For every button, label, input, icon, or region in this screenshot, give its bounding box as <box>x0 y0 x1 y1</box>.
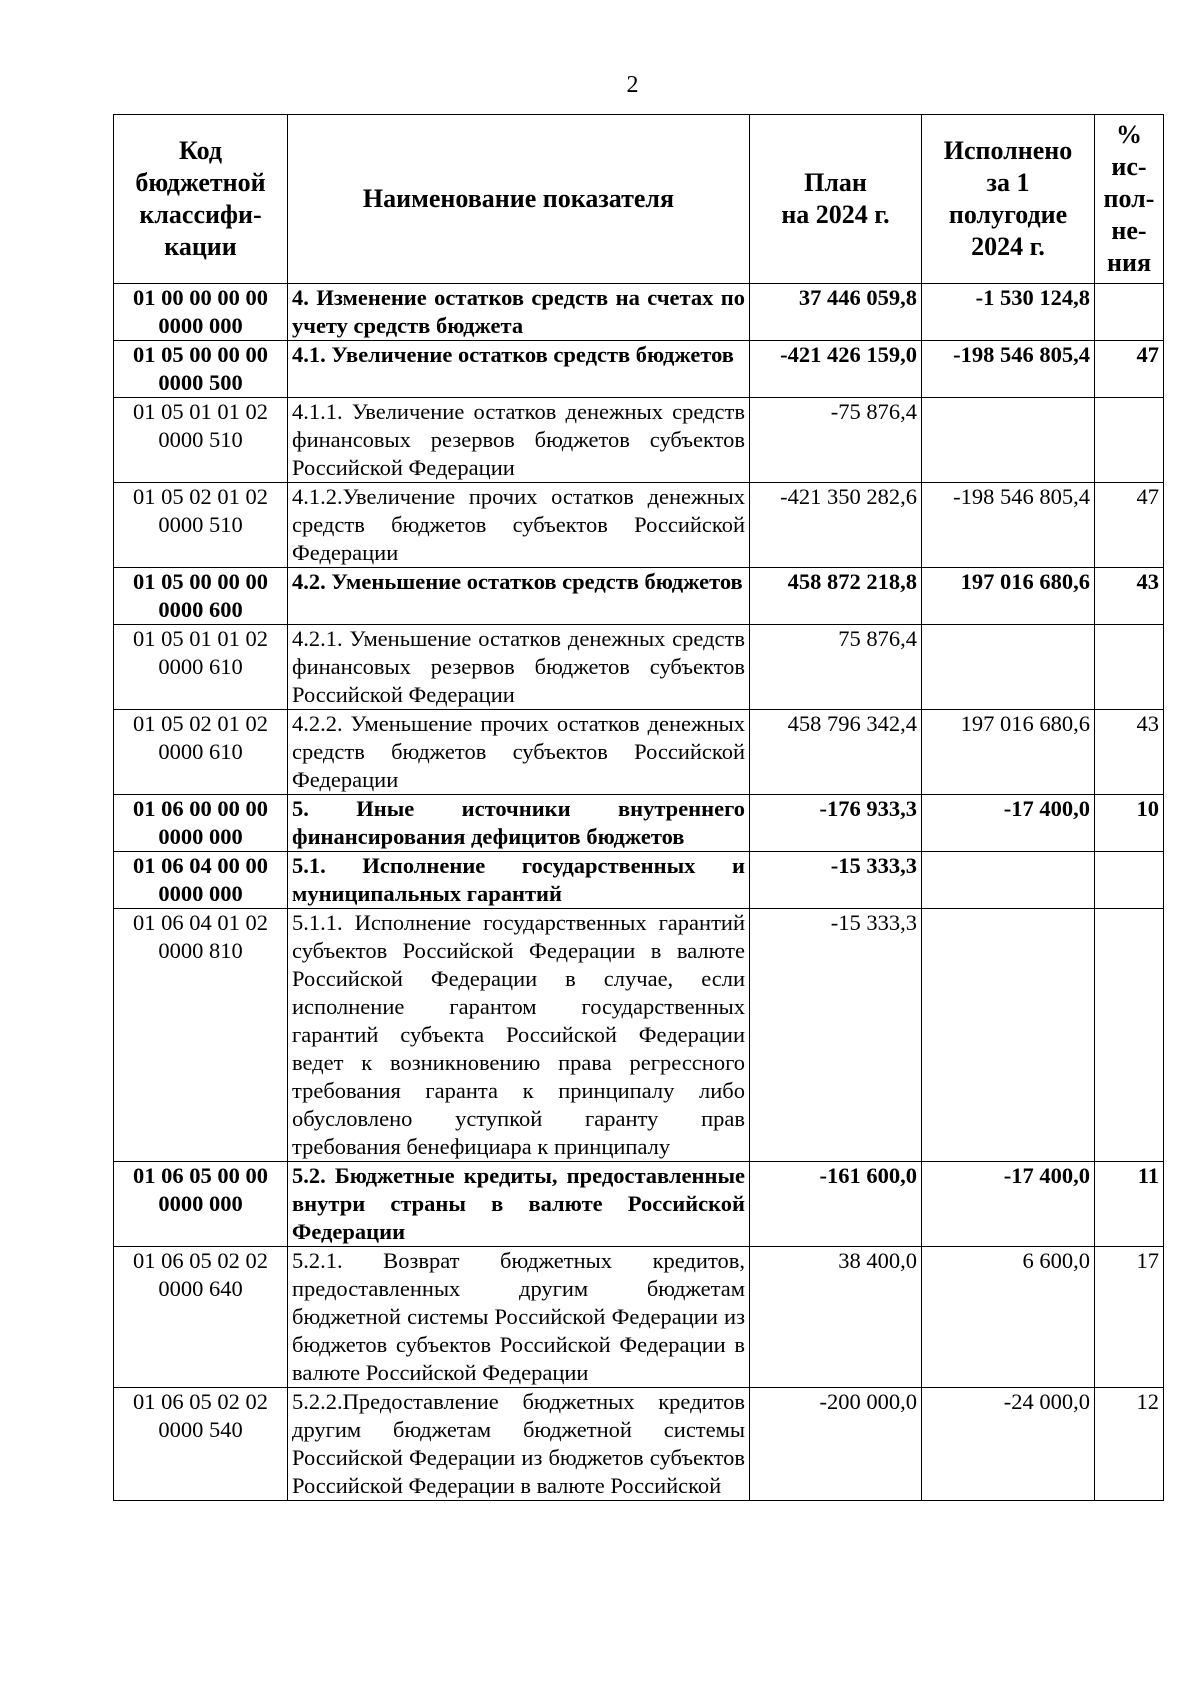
row-plan-cell: 458 872 218,8 <box>750 568 922 625</box>
budget-sources-table <box>113 114 1164 1501</box>
row-code-part: 0000 510 <box>158 512 243 537</box>
row-code-cell <box>114 852 288 909</box>
row-percent-cell <box>1095 284 1164 341</box>
row-code-part: 01 05 01 01 02 <box>133 626 268 651</box>
row-plan-cell: -421 350 282,6 <box>750 483 922 568</box>
row-name-cell: 4.1. Увеличение остатков средств бюджетов <box>288 341 750 398</box>
row-code-part: 01 06 05 02 02 <box>133 1389 268 1414</box>
row-executed-cell: -198 546 805,4 <box>922 341 1095 398</box>
table-row <box>114 1162 1164 1247</box>
row-percent-cell: 17 <box>1095 1247 1164 1388</box>
row-name-cell: 4. Изменение остатков средств на счетах по учету средств бюджета <box>288 284 750 341</box>
row-plan-cell: -421 426 159,0 <box>750 341 922 398</box>
table-row <box>114 795 1164 852</box>
row-executed-cell: 197 016 680,6 <box>922 710 1095 795</box>
header-executed: Исполнено за 1 полугодие 2024 г. <box>922 115 1095 284</box>
row-code-part: 01 05 00 00 00 <box>133 342 268 367</box>
row-code-cell <box>114 483 288 568</box>
row-name-cell: 5.1. Исполнение государственных и муниципальных гарантий <box>288 852 750 909</box>
row-code-part: 0000 540 <box>158 1417 243 1442</box>
row-code-part: 0000 610 <box>158 654 243 679</box>
row-code-cell <box>114 398 288 483</box>
row-executed-cell: -1 530 124,8 <box>922 284 1095 341</box>
row-percent-cell <box>1095 909 1164 1162</box>
row-percent-cell: 47 <box>1095 483 1164 568</box>
row-executed-cell <box>922 625 1095 710</box>
row-percent-cell: 47 <box>1095 341 1164 398</box>
row-code-cell <box>114 284 288 341</box>
row-code-part: 0000 000 <box>158 881 243 906</box>
row-code-cell <box>114 795 288 852</box>
row-name-cell: 5. Иные источники внутреннего финансирования дефицитов бюджетов <box>288 795 750 852</box>
row-percent-cell <box>1095 625 1164 710</box>
row-code-part: 01 05 02 01 02 <box>133 484 268 509</box>
table-row <box>114 1247 1164 1388</box>
row-code-cell <box>114 1162 288 1247</box>
table-row <box>114 341 1164 398</box>
table-row <box>114 568 1164 625</box>
row-code-cell <box>114 1388 288 1501</box>
row-code-cell <box>114 341 288 398</box>
row-percent-cell: 10 <box>1095 795 1164 852</box>
header-name: Наименование показателя <box>288 115 750 284</box>
row-plan-cell: -15 333,3 <box>750 852 922 909</box>
row-code-part: 01 06 04 00 00 <box>133 853 268 878</box>
row-code-cell <box>114 1247 288 1388</box>
row-code-part: 01 05 02 01 02 <box>133 711 268 736</box>
row-executed-cell: -198 546 805,4 <box>922 483 1095 568</box>
table-row <box>114 710 1164 795</box>
table-row <box>114 1388 1164 1501</box>
row-name-cell: 4.1.1. Увеличение остатков денежных средств финансовых резервов бюджетов субъектов Российской Федерации <box>288 398 750 483</box>
row-code-part: 0000 610 <box>158 739 243 764</box>
row-plan-cell: 75 876,4 <box>750 625 922 710</box>
row-code-part: 01 05 00 00 00 <box>133 569 268 594</box>
row-code-part: 0000 510 <box>158 427 243 452</box>
row-code-part: 0000 810 <box>158 938 243 963</box>
row-percent-cell <box>1095 398 1164 483</box>
row-name-cell: 4.2.2. Уменьшение прочих остатков денежных средств бюджетов субъектов Российской Федерации <box>288 710 750 795</box>
row-code-part: 0000 500 <box>158 370 243 395</box>
row-executed-cell <box>922 852 1095 909</box>
row-percent-cell: 12 <box>1095 1388 1164 1501</box>
row-percent-cell: 11 <box>1095 1162 1164 1247</box>
row-name-cell: 5.2.2.Предоставление бюджетных кредитов другим бюджетам бюджетной системы Российской Федерации из бюджетов субъектов Российской Федерации в валюте Российской <box>288 1388 750 1501</box>
row-code-part: 01 06 05 02 02 <box>133 1248 268 1273</box>
row-executed-cell <box>922 909 1095 1162</box>
row-percent-cell: 43 <box>1095 568 1164 625</box>
row-plan-cell: -15 333,3 <box>750 909 922 1162</box>
row-code-part: 01 06 04 01 02 <box>133 910 268 935</box>
row-executed-cell: 6 600,0 <box>922 1247 1095 1388</box>
row-name-cell: 5.2. Бюджетные кредиты, предоставленные внутри страны в валюте Российской Федерации <box>288 1162 750 1247</box>
table-body <box>114 284 1164 1501</box>
row-plan-cell: -200 000,0 <box>750 1388 922 1501</box>
row-code-cell <box>114 625 288 710</box>
row-plan-cell: -161 600,0 <box>750 1162 922 1247</box>
row-name-cell: 4.2.1. Уменьшение остатков денежных средств финансовых резервов бюджетов субъектов Российской Федерации <box>288 625 750 710</box>
table-row <box>114 398 1164 483</box>
table-row <box>114 625 1164 710</box>
row-name-cell: 4.1.2.Увеличение прочих остатков денежных средств бюджетов субъектов Российской Федерации <box>288 483 750 568</box>
row-code-part: 0000 000 <box>158 824 243 849</box>
table-row <box>114 483 1164 568</box>
page-number: 2 <box>626 72 639 98</box>
table-header-row <box>114 115 1164 284</box>
header-plan: План на 2024 г. <box>750 115 922 284</box>
row-plan-cell: 37 446 059,8 <box>750 284 922 341</box>
row-executed-cell: -17 400,0 <box>922 1162 1095 1247</box>
row-executed-cell <box>922 398 1095 483</box>
row-plan-cell: 458 796 342,4 <box>750 710 922 795</box>
row-code-part: 01 06 05 00 00 <box>133 1163 268 1188</box>
table-row <box>114 284 1164 341</box>
row-code-cell <box>114 710 288 795</box>
header-code: Код бюджетной классифи- кации <box>114 115 288 284</box>
row-name-cell: 5.1.1. Исполнение государственных гарантий субъектов Российской Федерации в валюте Российской Федерации в случае, если исполнение гарантом государственных гарантий субъекта Российской Федерации ведет к возникновению права регрессного требования гаранта к принципалу либо обусловлено уступкой гаранту прав требования бенефициара к принципалу <box>288 909 750 1162</box>
row-code-cell <box>114 909 288 1162</box>
table-row <box>114 852 1164 909</box>
row-code-part: 01 05 01 01 02 <box>133 399 268 424</box>
row-executed-cell: -24 000,0 <box>922 1388 1095 1501</box>
row-plan-cell: 38 400,0 <box>750 1247 922 1388</box>
row-executed-cell: -17 400,0 <box>922 795 1095 852</box>
row-code-part: 0000 600 <box>158 597 243 622</box>
row-plan-cell: -176 933,3 <box>750 795 922 852</box>
row-code-part: 0000 000 <box>158 1191 243 1216</box>
row-name-cell: 4.2. Уменьшение остатков средств бюджетов <box>288 568 750 625</box>
row-code-cell <box>114 568 288 625</box>
row-code-part: 01 06 00 00 00 <box>133 796 268 821</box>
header-percent: % ис- пол- не- ния <box>1095 115 1164 284</box>
row-plan-cell: -75 876,4 <box>750 398 922 483</box>
row-name-cell: 5.2.1. Возврат бюджетных кредитов, предоставленных другим бюджетам бюджетной системы Российской Федерации из бюджетов субъектов Российской Федерации в валюте Российской Федерации <box>288 1247 750 1388</box>
table-row <box>114 909 1164 1162</box>
row-code-part: 0000 000 <box>158 313 243 338</box>
row-percent-cell: 43 <box>1095 710 1164 795</box>
row-code-part: 01 00 00 00 00 <box>133 285 268 310</box>
row-code-part: 0000 640 <box>158 1276 243 1301</box>
row-percent-cell <box>1095 852 1164 909</box>
row-executed-cell: 197 016 680,6 <box>922 568 1095 625</box>
